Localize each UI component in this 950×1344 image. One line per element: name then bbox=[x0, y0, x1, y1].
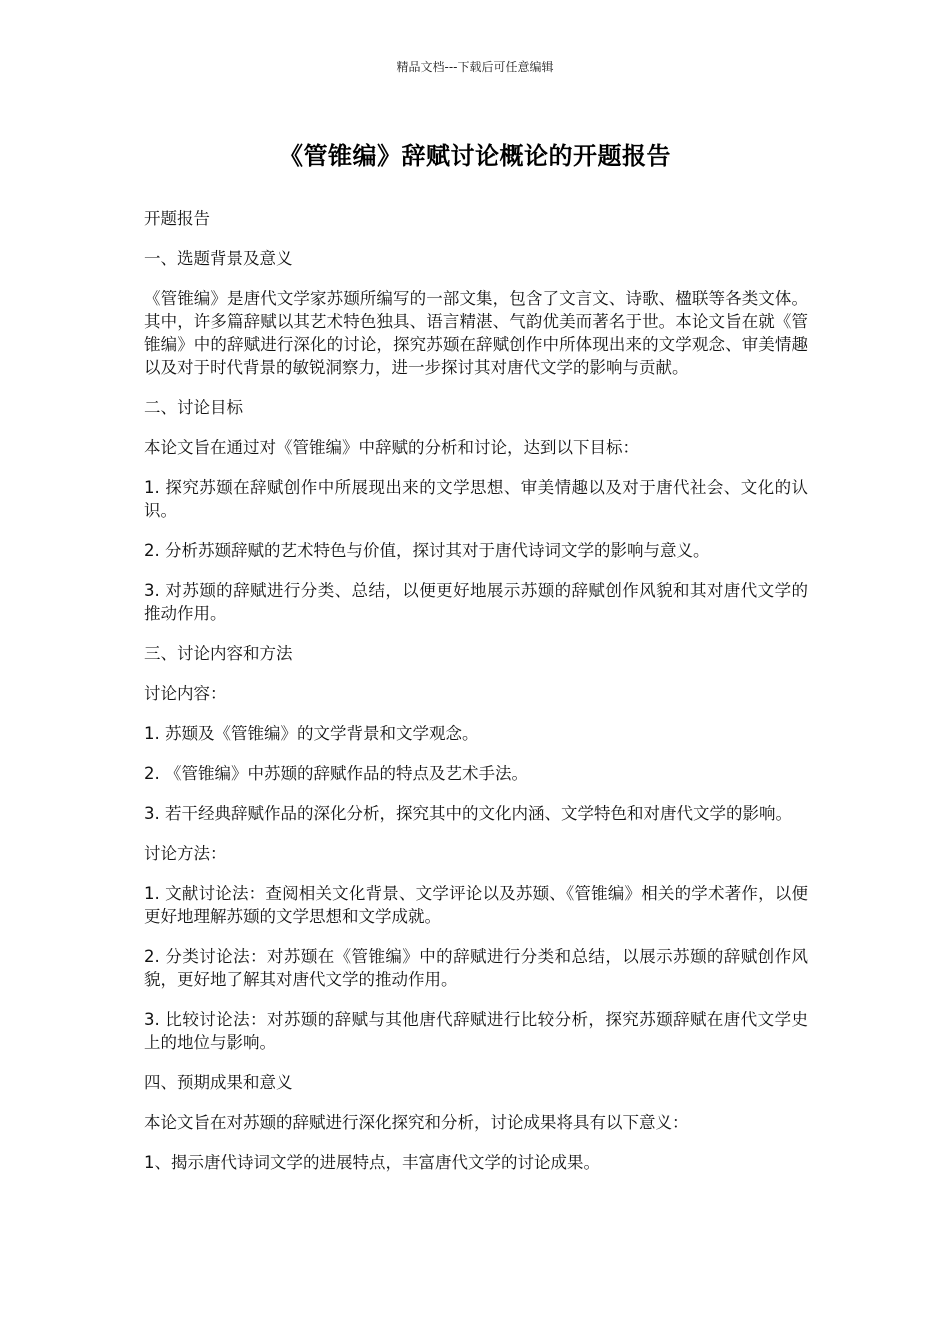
list-item: 2. 分类讨论法：对苏颋在《管锥编》中的辞赋进行分类和总结，以展示苏颋的辞赋创作风貌，更好地了解其对唐代文学的推动作用。 bbox=[144, 947, 808, 989]
sub-heading: 讨论方法： bbox=[144, 844, 227, 863]
list-item: 3. 对苏颋的辞赋进行分类、总结，以便更好地展示苏颋的辞赋创作风貌和其对唐代文学的推动作用。 bbox=[144, 581, 808, 623]
header-note: 精品文档---下载后可任意编辑 bbox=[396, 60, 554, 74]
section-heading: 一、选题背景及意义 bbox=[144, 249, 293, 268]
section-label: 开题报告 bbox=[144, 209, 210, 228]
sub-heading: 讨论内容： bbox=[144, 684, 227, 703]
list-item: 2. 《管锥编》中苏颋的辞赋作品的特点及艺术手法。 bbox=[144, 764, 528, 783]
list-item: 3. 比较讨论法：对苏颋的辞赋与其他唐代辞赋进行比较分析，探究苏颋辞赋在唐代文学史上的地位与影响。 bbox=[144, 1010, 808, 1052]
body-paragraph: 《管锥编》是唐代文学家苏颋所编写的一部文集，包含了文言文、诗歌、楹联等各类文体。其中，许多篇辞赋以其艺术特色独具、语言精湛、气韵优美而著名于世。本论文旨在就《管锥编》中的辞赋进行深化的讨论，探究苏颋在辞赋创作中所体现出来的文学观念、审美情趣以及对于时代背景的敏锐洞察力，进一步探讨其对唐代文学的影响与贡献。 bbox=[144, 289, 808, 377]
body-paragraph: 本论文旨在通过对《管锥编》中辞赋的分析和讨论，达到以下目标： bbox=[144, 438, 639, 457]
body-paragraph: 本论文旨在对苏颋的辞赋进行深化探究和分析，讨论成果将具有以下意义： bbox=[144, 1113, 689, 1132]
list-item: 3. 若干经典辞赋作品的深化分析，探究其中的文化内涵、文学特色和对唐代文学的影响。 bbox=[144, 804, 792, 823]
list-item: 1. 苏颋及《管锥编》的文学背景和文学观念。 bbox=[144, 724, 479, 743]
list-item: 1、揭示唐代诗词文学的进展特点，丰富唐代文学的讨论成果。 bbox=[144, 1153, 600, 1172]
document-title: 《管锥编》辞赋讨论概论的开题报告 bbox=[279, 142, 671, 170]
list-item: 2. 分析苏颋辞赋的艺术特色与价值，探讨其对于唐代诗词文学的影响与意义。 bbox=[144, 541, 710, 560]
section-heading: 四、预期成果和意义 bbox=[144, 1073, 293, 1092]
document-body bbox=[144, 207, 808, 1191]
list-item: 1. 探究苏颋在辞赋创作中所展现出来的文学思想、审美情趣以及对于唐代社会、文化的认识。 bbox=[144, 478, 808, 520]
section-heading: 二、讨论目标 bbox=[144, 398, 243, 417]
list-item: 1. 文献讨论法：查阅相关文化背景、文学评论以及苏颋、《管锥编》相关的学术著作，以便更好地理解苏颋的文学思想和文学成就。 bbox=[144, 884, 808, 926]
section-heading: 三、讨论内容和方法 bbox=[144, 644, 293, 663]
